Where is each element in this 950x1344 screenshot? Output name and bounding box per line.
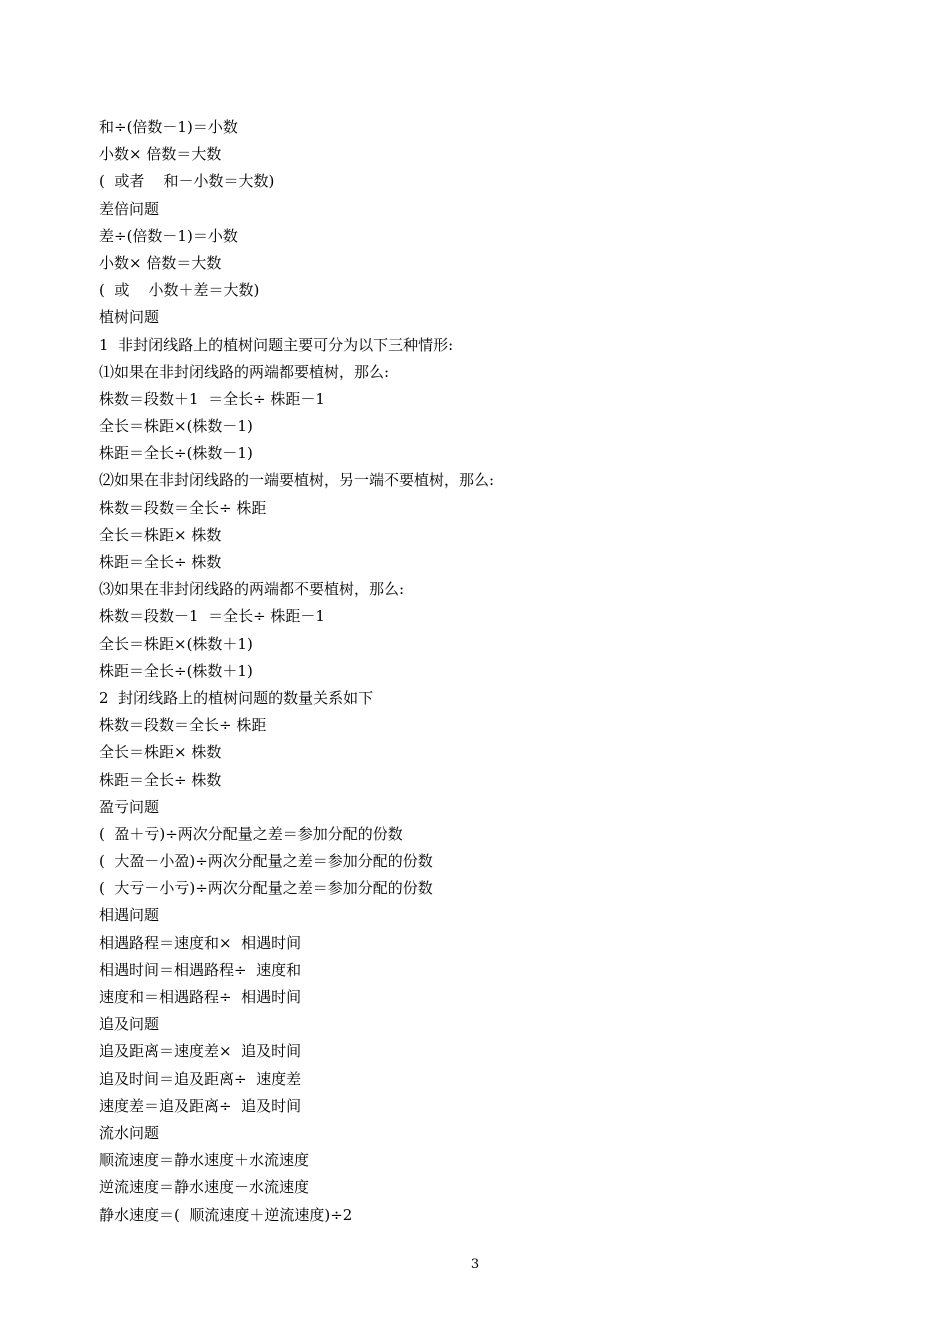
text-line: 株数＝段数－1 ＝全长÷ 株距－1 (99, 607, 325, 626)
page-number: 3 (470, 1257, 480, 1272)
text-line: 株数＝段数＝全长÷ 株距 (99, 498, 267, 517)
text-line: 全长＝株距×(株数＋1) (99, 634, 253, 653)
text-line: ( 盈＋亏)÷两次分配量之差＝参加分配的份数 (99, 824, 403, 843)
text-line: 1 非封闭线路上的植树问题主要可分为以下三种情形: (99, 335, 454, 354)
text-line: ⑶如果在非封闭线路的两端都不要植树，那么: (99, 580, 405, 599)
text-line: 株距＝全长÷(株数－1) (99, 444, 253, 463)
text-line: ( 大盈－小盈)÷两次分配量之差＝参加分配的份数 (99, 852, 433, 871)
text-line: 株距＝全长÷ 株数 (99, 770, 222, 789)
text-line: 追及距离＝速度差× 追及时间 (99, 1042, 302, 1061)
text-line: 静水速度＝( 顺流速度＋逆流速度)÷2 (99, 1205, 353, 1224)
text-line: 和÷(倍数－1)＝小数 (99, 118, 238, 136)
text-line: 逆流速度＝静水速度－水流速度 (99, 1178, 310, 1197)
text-line: 相遇路程＝速度和× 相遇时间 (99, 933, 302, 952)
section-heading: 追及问题 (99, 1015, 160, 1034)
text-line: 株数＝段数＝全长÷ 株距 (99, 716, 267, 735)
text-line: 小数× 倍数＝大数 (99, 253, 222, 272)
text-line: 速度和＝相遇路程÷ 相遇时间 (99, 988, 302, 1006)
text-line: 相遇时间＝相遇路程÷ 速度和 (99, 960, 302, 979)
text-line: ( 或者 和－小数＝大数) (99, 172, 275, 191)
text-line: 速度差＝追及距离÷ 追及时间 (99, 1096, 302, 1115)
page-content (99, 114, 859, 1229)
text-line: 全长＝株距× 株数 (99, 525, 222, 544)
text-line: 2 封闭线路上的植树问题的数量关系如下 (99, 688, 374, 707)
text-line: 小数× 倍数＝大数 (99, 145, 222, 164)
section-heading: 流水问题 (99, 1123, 160, 1142)
text-line: 全长＝株距× 株数 (99, 743, 222, 762)
text-line: 差÷(倍数－1)＝小数 (99, 226, 238, 245)
text-line: 顺流速度＝静水速度＋水流速度 (99, 1151, 310, 1170)
text-line: 追及时间＝追及距离÷ 速度差 (99, 1069, 302, 1088)
text-line: 全长＝株距×(株数－1) (99, 417, 253, 436)
text-line: ⑴如果在非封闭线路的两端都要植树，那么: (99, 362, 390, 381)
text-line: 株数＝段数＋1 ＝全长÷ 株距－1 (99, 389, 325, 408)
section-heading: 相遇问题 (99, 906, 160, 925)
text-line: ( 或 小数＋差＝大数) (99, 281, 260, 300)
section-heading: 植树问题 (99, 308, 160, 327)
section-heading: 差倍问题 (99, 199, 160, 218)
text-line: 株距＝全长÷(株数＋1) (99, 661, 253, 680)
text-line: 株距＝全长÷ 株数 (99, 553, 222, 571)
text-line: ( 大亏－小亏)÷两次分配量之差＝参加分配的份数 (99, 879, 433, 898)
section-heading: 盈亏问题 (99, 797, 160, 816)
text-line: ⑵如果在非封闭线路的一端要植树，另一端不要植树，那么: (99, 471, 495, 490)
